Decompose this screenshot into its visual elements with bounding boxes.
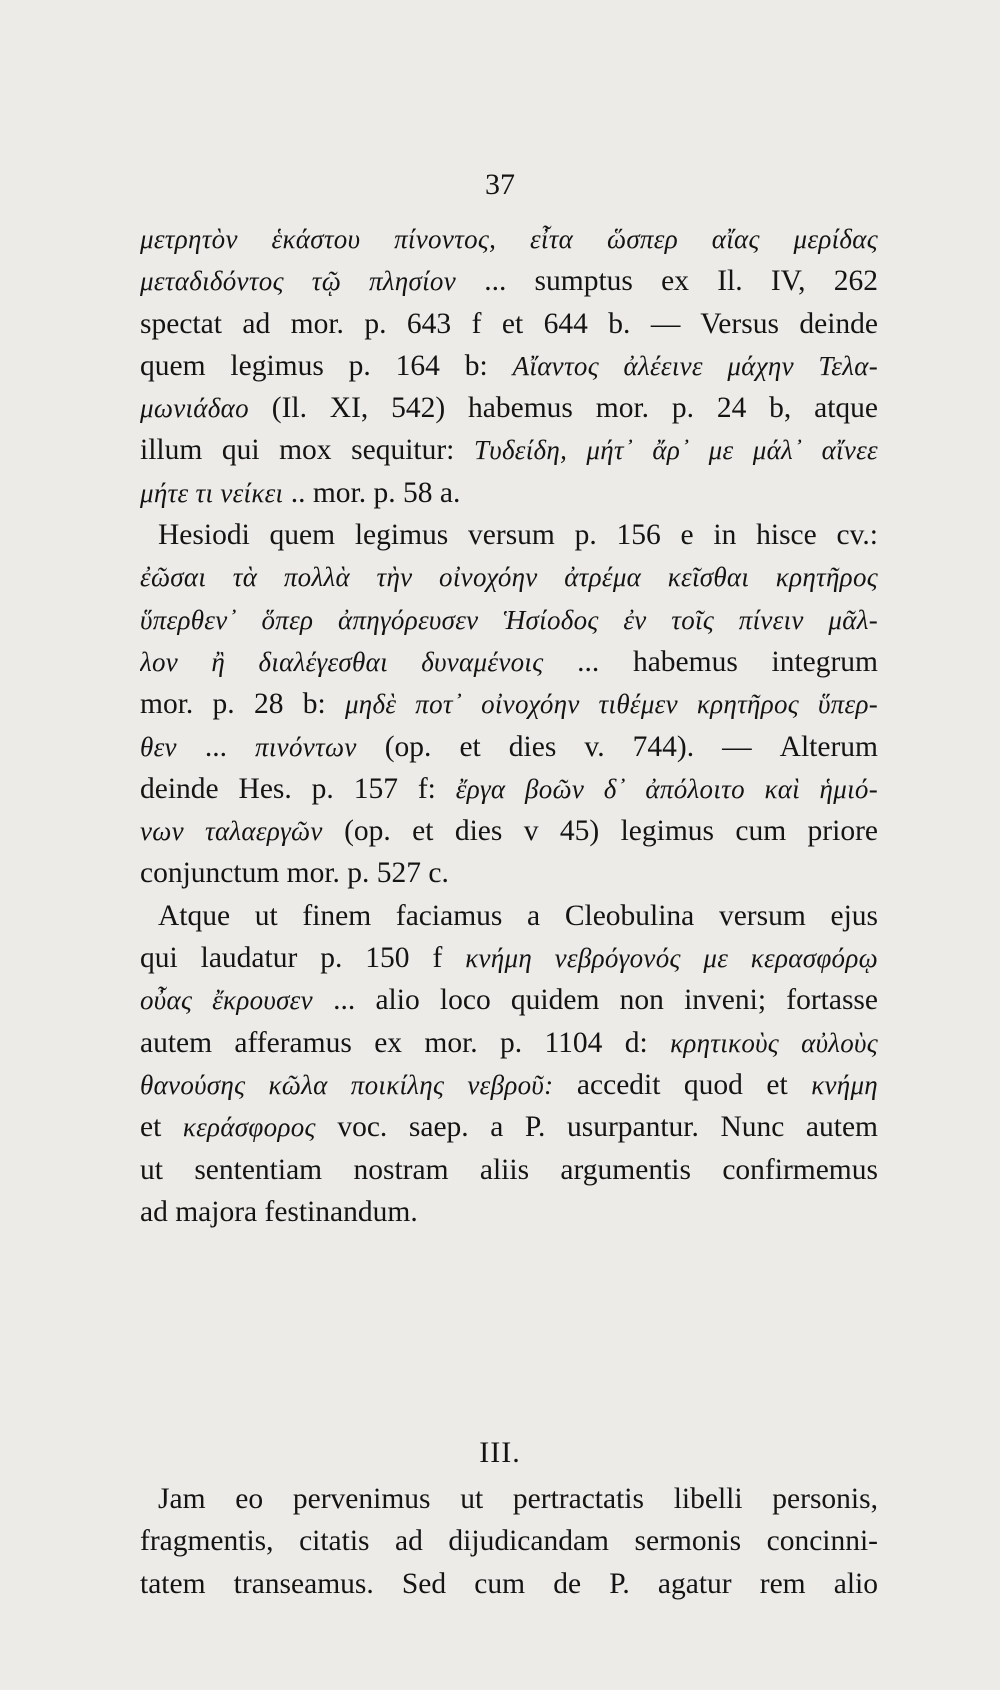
latin-text: spectat ad mor. p. 643 f et 644 b. — Versus deinde xyxy=(140,307,878,340)
greek-quotation: ὕπερθεν᾽ ὅπερ ἀπηγόρευσεν Ἡσίοδος ἐν τοῖς πίνειν μᾶλ- xyxy=(140,604,878,635)
section-heading: III. xyxy=(479,1436,521,1469)
text-line xyxy=(140,895,878,937)
greek-quotation: μηδὲ ποτ᾽ οἰνοχόην τιθέμεν κρητῆρος ὕπερ- xyxy=(344,689,878,720)
text-line xyxy=(140,472,878,514)
latin-text: quem legimus p. 164 b: xyxy=(140,349,513,382)
text-line xyxy=(140,1022,878,1064)
greek-quotation: Αἴαντος ἀλέεινε μάχην Τελα- xyxy=(512,350,878,381)
latin-text: (op. et dies v. 744). — Alterum xyxy=(356,730,878,763)
greek-quotation: οὖας ἔκρουσεν xyxy=(140,985,313,1016)
latin-text: tatem transeamus. Sed cum de P. agatur rem alio xyxy=(140,1567,878,1600)
text-line xyxy=(140,1191,878,1233)
latin-text: .. mor. p. 58 a. xyxy=(283,476,461,509)
text-line xyxy=(140,1520,878,1562)
text-line xyxy=(140,599,878,641)
greek-quotation: κρητικοὺς αὐλοὺς xyxy=(670,1027,878,1058)
greek-quotation: μεταδιδόντος τῷ πλησίον xyxy=(140,266,456,297)
greek-quotation: κνήμη νεβρόγονός με κερασφόρῳ xyxy=(465,943,878,974)
latin-text: voc. saep. a P. usurpantur. Nunc autem xyxy=(315,1111,878,1144)
greek-quotation: θανούσης κῶλα ποικίλης νεβροῦ: xyxy=(140,1069,554,1100)
greek-quotation: θεν xyxy=(140,731,177,762)
paragraph xyxy=(140,895,878,1233)
text-line xyxy=(140,810,878,852)
page-number: 37 xyxy=(485,168,515,201)
latin-text: ... sumptus ex Il. IV, 262 xyxy=(455,265,878,298)
latin-text: autem afferamus ex mor. p. 1104 d: xyxy=(140,1026,671,1059)
latin-text: Jam eo pervenimus ut pertractatis libelli personis, xyxy=(158,1483,878,1515)
text-line xyxy=(140,641,878,683)
text-line xyxy=(140,429,878,471)
main-text-block xyxy=(140,218,878,1233)
greek-quotation: κνήμη xyxy=(811,1069,878,1100)
greek-quotation: νων ταλαεργῶν xyxy=(140,816,323,847)
text-line xyxy=(140,345,878,387)
latin-text: ... habemus integrum xyxy=(543,645,878,678)
latin-text: conjunctum mor. p. 527 c. xyxy=(140,857,449,890)
text-line xyxy=(140,1064,878,1106)
latin-text: accedit quod et xyxy=(553,1068,812,1101)
text-line xyxy=(140,218,878,260)
paragraph xyxy=(140,514,878,895)
paragraph xyxy=(140,218,878,514)
paragraph xyxy=(140,1478,878,1605)
text-line xyxy=(140,387,878,429)
latin-text: qui laudatur p. 150 f xyxy=(140,942,466,975)
text-line xyxy=(140,260,878,302)
greek-quotation: μωνιάδαο xyxy=(140,393,249,424)
greek-quotation: μήτε τι νείκει xyxy=(140,477,284,508)
latin-text: Atque ut finem faciamus a Cleobulina versum ejus xyxy=(158,899,878,932)
latin-text: illum qui mox sequitur: xyxy=(140,434,474,467)
text-line xyxy=(140,303,878,345)
text-line xyxy=(140,514,878,556)
greek-quotation: πινόντων xyxy=(255,731,357,762)
text-line xyxy=(140,979,878,1021)
latin-text: ... alio loco quidem non inveni; fortasse xyxy=(312,984,878,1017)
latin-text: (op. et dies v 45) legimus cum priore xyxy=(322,815,878,848)
latin-text: fragmentis, citatis ad dijudicandam sermonis concinni- xyxy=(140,1525,878,1558)
text-line xyxy=(140,937,878,979)
text-line xyxy=(140,726,878,768)
latin-text: mor. p. 28 b: xyxy=(140,688,345,721)
text-line xyxy=(140,768,878,810)
text-line xyxy=(140,1563,878,1605)
greek-quotation: κεράσφορος xyxy=(182,1112,316,1143)
final-paragraph xyxy=(140,1478,878,1605)
latin-text: deinde Hes. p. 157 f: xyxy=(140,772,456,805)
latin-text: ... xyxy=(176,730,256,763)
greek-quotation: ἔργα βοῶν δ᾽ ἀπόλοιτο καὶ ἡμιό- xyxy=(455,773,878,804)
text-line xyxy=(140,852,878,894)
latin-text: ut sententiam nostram aliis argumentis confirmemus xyxy=(140,1153,878,1186)
greek-quotation: μετρητὸν ἑκάστου πίνοντος, εἶτα ὥσπερ αἴας μερίδας xyxy=(140,224,878,254)
text-line xyxy=(140,683,878,725)
latin-text: (Il. XI, 542) habemus mor. p. 24 b, atque xyxy=(248,392,878,425)
text-line xyxy=(140,556,878,598)
greek-quotation: ἐῶσαι τὰ πολλὰ τὴν οἰνοχόην ἀτρέμα κεῖσθαι κρητῆρος xyxy=(140,562,878,593)
latin-text: Hesiodi quem legimus versum p. 156 e in hisce cv.: xyxy=(158,519,878,552)
text-line xyxy=(140,1478,878,1520)
greek-quotation: λον ἢ διαλέγεσθαι δυναμένοις xyxy=(140,646,544,677)
text-line xyxy=(140,1149,878,1191)
text-line xyxy=(140,1106,878,1148)
latin-text: ad majora festinandum. xyxy=(140,1195,418,1228)
greek-quotation: Τυδείδη, μήτ᾽ ἄρ᾽ με μάλ᾽ αἴνεε xyxy=(473,435,878,466)
latin-text: et xyxy=(140,1111,183,1144)
